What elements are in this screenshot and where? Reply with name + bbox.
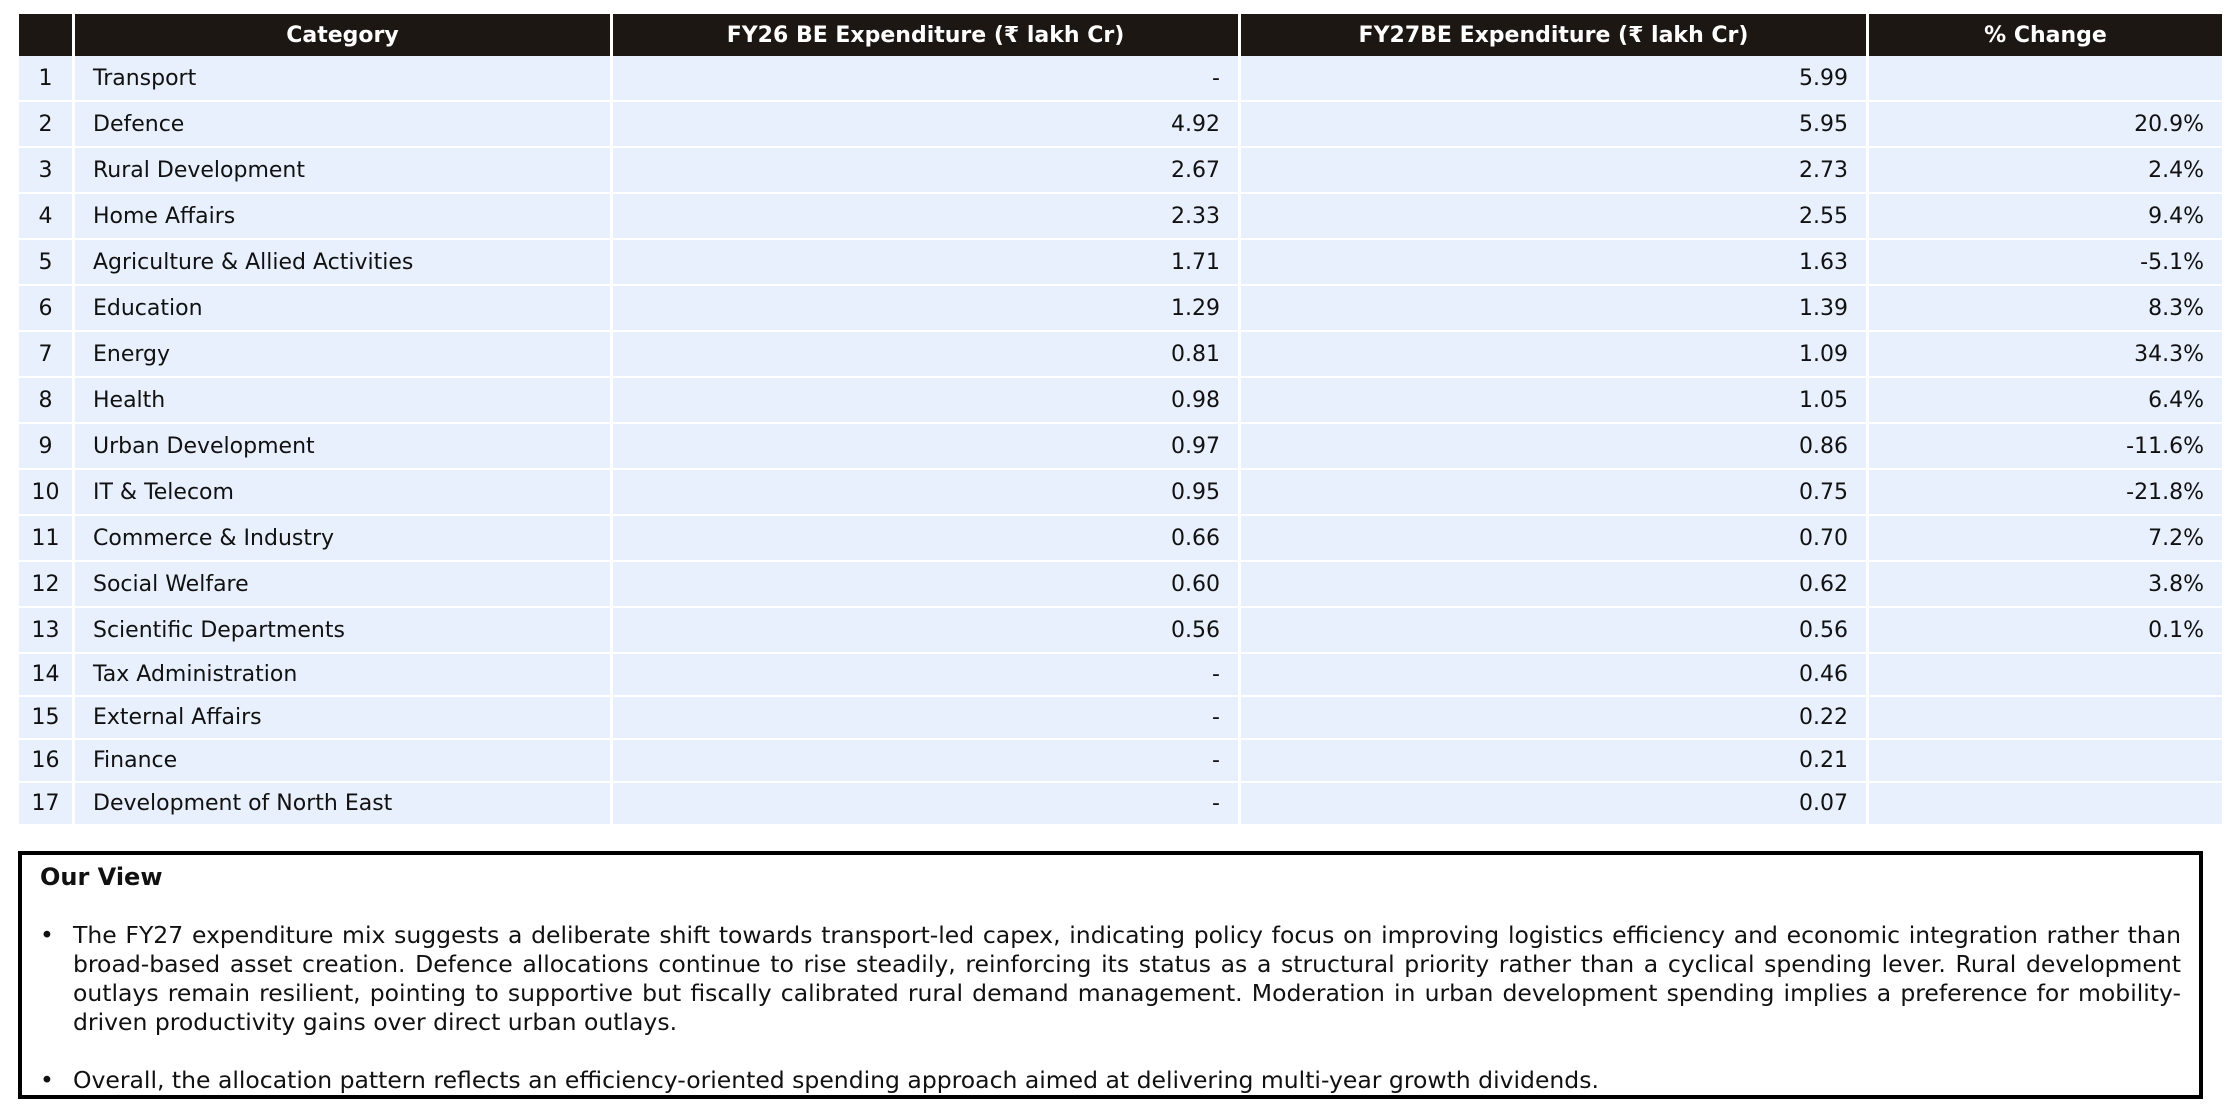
row-fy26-value: 0.60 [613, 562, 1241, 608]
table-row [19, 562, 2222, 608]
bullet-dot-icon: • [40, 1066, 54, 1094]
table-row [19, 194, 2222, 240]
row-number: 13 [19, 608, 75, 654]
row-fy27-value: 0.62 [1241, 562, 1869, 608]
row-number: 12 [19, 562, 75, 608]
expenditure-table-container [19, 14, 2222, 826]
table-row [19, 424, 2222, 470]
row-fy27-value: 1.09 [1241, 332, 1869, 378]
row-category: Energy [75, 332, 613, 378]
header-fy27: FY27BE Expenditure (₹ lakh Cr) [1241, 14, 1869, 56]
row-category: Agriculture & Allied Activities [75, 240, 613, 286]
table-row [19, 783, 2222, 826]
row-fy26-value: - [613, 654, 1241, 697]
table-row [19, 516, 2222, 562]
row-category: Tax Administration [75, 654, 613, 697]
row-fy26-value: - [613, 56, 1241, 102]
row-fy27-value: 1.63 [1241, 240, 1869, 286]
expenditure-table [19, 14, 2222, 826]
table-row [19, 240, 2222, 286]
row-category: Transport [75, 56, 613, 102]
view-bullet-text: Overall, the allocation pattern reflects an efficiency-oriented spending approach aimed at delivering multi-year growth dividends. [73, 1066, 1599, 1094]
row-fy26-value: - [613, 697, 1241, 740]
row-number: 16 [19, 740, 75, 783]
our-view-box [18, 851, 2203, 1099]
row-change-value [1869, 697, 2222, 740]
row-change-value: 2.4% [1869, 148, 2222, 194]
row-number: 5 [19, 240, 75, 286]
row-number: 9 [19, 424, 75, 470]
row-category: Urban Development [75, 424, 613, 470]
row-fy26-value: 2.33 [613, 194, 1241, 240]
row-fy26-value: 0.56 [613, 608, 1241, 654]
view-bullet [40, 1066, 2181, 1095]
header-category: Category [75, 14, 613, 56]
row-number: 4 [19, 194, 75, 240]
row-fy27-value: 0.21 [1241, 740, 1869, 783]
row-category: Scientific Departments [75, 608, 613, 654]
row-number: 11 [19, 516, 75, 562]
row-category: IT & Telecom [75, 470, 613, 516]
row-fy26-value: 1.29 [613, 286, 1241, 332]
row-category: Home Affairs [75, 194, 613, 240]
row-number: 8 [19, 378, 75, 424]
table-row [19, 102, 2222, 148]
table-row [19, 697, 2222, 740]
row-number: 7 [19, 332, 75, 378]
row-change-value [1869, 56, 2222, 102]
row-number: 10 [19, 470, 75, 516]
row-category: Education [75, 286, 613, 332]
header-change: % Change [1869, 14, 2222, 56]
row-change-value [1869, 783, 2222, 826]
header-fy26: FY26 BE Expenditure (₹ lakh Cr) [613, 14, 1241, 56]
table-row [19, 654, 2222, 697]
row-category: Finance [75, 740, 613, 783]
row-category: Development of North East [75, 783, 613, 826]
row-number: 15 [19, 697, 75, 740]
row-fy27-value: 1.05 [1241, 378, 1869, 424]
row-change-value: 7.2% [1869, 516, 2222, 562]
row-fy27-value: 0.86 [1241, 424, 1869, 470]
row-number: 2 [19, 102, 75, 148]
row-fy26-value: 0.81 [613, 332, 1241, 378]
row-fy26-value: 0.98 [613, 378, 1241, 424]
row-change-value: 20.9% [1869, 102, 2222, 148]
row-number: 3 [19, 148, 75, 194]
row-fy27-value: 0.75 [1241, 470, 1869, 516]
our-view-title: Our View [40, 863, 163, 891]
row-fy27-value: 0.46 [1241, 654, 1869, 697]
row-fy27-value: 0.70 [1241, 516, 1869, 562]
row-number: 6 [19, 286, 75, 332]
row-category: Defence [75, 102, 613, 148]
row-fy26-value: 0.95 [613, 470, 1241, 516]
table-row [19, 148, 2222, 194]
row-fy27-value: 0.22 [1241, 697, 1869, 740]
row-change-value [1869, 654, 2222, 697]
table-row [19, 740, 2222, 783]
view-bullet-text: The FY27 expenditure mix suggests a deliberate shift towards transport-led capex, indicating policy focus on improving logistics efficiency and economic integration rather than broad-based asset creation. Defence allocations continue to rise steadily, reinforcing its status as a structural priority rather than a cyclical spending lever. Rural development outlays remain resilient, pointing to supportive but fiscally calibrated rural demand management. Moderation in urban development spending implies a preference for mobility-driven productivity gains over direct urban outlays. [73, 921, 2181, 1036]
row-fy27-value: 1.39 [1241, 286, 1869, 332]
row-change-value: -11.6% [1869, 424, 2222, 470]
row-category: External Affairs [75, 697, 613, 740]
bullet-dot-icon: • [40, 921, 54, 949]
table-body [19, 56, 2222, 826]
row-fy26-value: 1.71 [613, 240, 1241, 286]
row-change-value: 34.3% [1869, 332, 2222, 378]
row-fy26-value: 4.92 [613, 102, 1241, 148]
row-fy26-value: - [613, 740, 1241, 783]
row-category: Social Welfare [75, 562, 613, 608]
table-row [19, 470, 2222, 516]
row-fy26-value: 0.97 [613, 424, 1241, 470]
row-number: 14 [19, 654, 75, 697]
table-row [19, 608, 2222, 654]
row-fy27-value: 0.56 [1241, 608, 1869, 654]
row-fy27-value: 2.55 [1241, 194, 1869, 240]
row-change-value [1869, 740, 2222, 783]
table-row [19, 332, 2222, 378]
row-category: Health [75, 378, 613, 424]
row-change-value: 9.4% [1869, 194, 2222, 240]
row-change-value: 6.4% [1869, 378, 2222, 424]
table-row [19, 56, 2222, 102]
table-row [19, 286, 2222, 332]
row-fy26-value: - [613, 783, 1241, 826]
row-number: 1 [19, 56, 75, 102]
row-fy27-value: 5.95 [1241, 102, 1869, 148]
row-number: 17 [19, 783, 75, 826]
row-change-value: -5.1% [1869, 240, 2222, 286]
row-change-value: -21.8% [1869, 470, 2222, 516]
row-fy27-value: 0.07 [1241, 783, 1869, 826]
row-fy26-value: 0.66 [613, 516, 1241, 562]
row-category: Rural Development [75, 148, 613, 194]
row-fy26-value: 2.67 [613, 148, 1241, 194]
row-change-value: 3.8% [1869, 562, 2222, 608]
table-header-row [19, 14, 2222, 56]
row-category: Commerce & Industry [75, 516, 613, 562]
row-fy27-value: 5.99 [1241, 56, 1869, 102]
row-fy27-value: 2.73 [1241, 148, 1869, 194]
header-number [19, 14, 75, 56]
row-change-value: 8.3% [1869, 286, 2222, 332]
row-change-value: 0.1% [1869, 608, 2222, 654]
view-bullet [40, 921, 2181, 1037]
table-row [19, 378, 2222, 424]
